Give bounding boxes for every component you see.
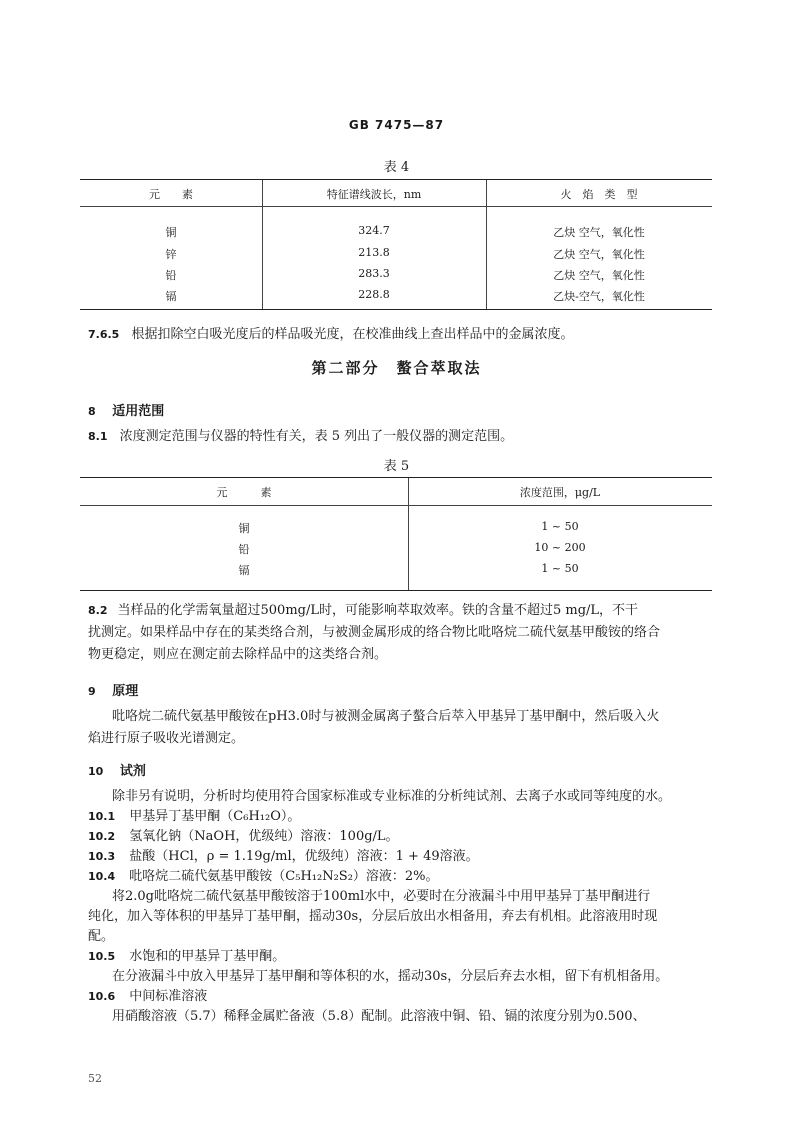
page-number: 52 — [88, 1072, 102, 1085]
list-item — [88, 866, 439, 888]
table5-cell-range: 1 ~ 50 — [541, 520, 579, 533]
table5-cell-element: 镉 — [238, 564, 250, 577]
paragraph-line: 将2.0g吡咯烷二硫代氨基甲酸铵溶于100ml水中，必要时在分液漏斗中用甲基异丁基甲酮进行 — [112, 889, 651, 904]
section-number: 10 — [88, 765, 104, 778]
item-number: 10.3 — [88, 850, 116, 863]
table4-cell-flame: 乙炔 空气，氧化性 — [553, 226, 645, 239]
paragraph-line: 除非另有说明，分析时均使用符合国家标准或专业标准的分析纯试剂、去离子水或同等纯度的水。 — [112, 789, 672, 804]
paragraph-line: 焰进行原子吸收光谱测定。 — [88, 731, 245, 746]
clause-8-1 — [88, 426, 718, 448]
item-text: 吡咯烷二硫代氨基甲酸铵（C₅H₁₂N₂S₂）溶液：2%。 — [129, 869, 439, 884]
table5-cell-element: 铜 — [238, 522, 250, 535]
paragraph-line: 吡咯烷二硫代氨基甲酸铵在pH3.0时与被测金属离子螯合后萃入甲基异丁基甲酮中，然后吸入火 — [112, 709, 660, 724]
item-text: 甲基异丁基甲酮（C₆H₁₂O）。 — [129, 809, 301, 824]
clause-7-6-5 — [88, 324, 718, 346]
item-number: 10.1 — [88, 810, 116, 823]
section-9-heading — [88, 680, 138, 699]
table5-caption: 表 5 — [383, 459, 410, 474]
list-item — [88, 986, 207, 1008]
clause-number: 8.1 — [88, 430, 108, 443]
clause-text: 浓度测定范围与仪器的特性有关，表 5 列出了一般仪器的测定范围。 — [119, 429, 514, 444]
table5-header-range: 浓度范围，μg/L — [519, 486, 601, 499]
paragraph-line: 用硝酸溶液（5.7）稀释金属贮备液（5.8）配制。此溶液中铜、铅、镉的浓度分别为0.500、 — [112, 1009, 646, 1024]
clause-number: 8.2 — [88, 604, 108, 617]
clause-text-line: 扰测定。如果样品中存在的某类络合剂，与被测金属形成的络合物比吡咯烷二硫代氨基甲酸铵的络合 — [88, 625, 661, 640]
item-number: 10.5 — [88, 950, 116, 963]
list-item — [88, 806, 300, 828]
clause-text-line: 物更稳定，则应在测定前去除样品中的这类络合剂。 — [88, 647, 388, 662]
table5-bottom-rule — [80, 590, 712, 591]
section-number: 8 — [88, 405, 96, 418]
table4-header-flame: 火 焰 类 型 — [560, 188, 638, 201]
clause-8-2 — [88, 600, 718, 622]
list-item — [88, 826, 399, 848]
section-title: 适用范围 — [112, 404, 165, 419]
table4-cell-element: 铜 — [165, 226, 177, 239]
clause-text: 根据扣除空白吸光度后的样品吸光度，在校准曲线上查出样品中的金属浓度。 — [131, 327, 574, 342]
clause-text-line: 当样品的化学需氧量超过500mg/L时，可能影响萃取效率。铁的含量不超过5 mg/L，不干 — [117, 603, 639, 618]
section-title: 试剂 — [119, 764, 146, 779]
table4-cell-wavelength: 324.7 — [358, 224, 390, 237]
item-text: 盐酸（HCl，ρ = 1.19g/ml，优级纯）溶液：1 + 49溶液。 — [129, 849, 479, 864]
list-item — [88, 846, 479, 868]
table4-top-rule — [80, 179, 712, 180]
table5-cell-range: 10 ~ 200 — [534, 541, 586, 554]
table4-cell-element: 锌 — [165, 248, 177, 261]
table4-cell-wavelength: 283.3 — [358, 267, 390, 280]
item-text: 中间标准溶液 — [129, 989, 208, 1004]
section-8-heading — [88, 400, 164, 419]
table4-header-element: 元 素 — [149, 188, 193, 201]
table5-header-element: 元 素 — [216, 486, 272, 499]
clause-number: 7.6.5 — [88, 328, 120, 341]
table4-header-wavelength: 特征谱线波长，nm — [326, 188, 422, 201]
table5-cell-range: 1 ~ 50 — [541, 562, 579, 575]
item-number: 10.2 — [88, 830, 116, 843]
section-title: 原理 — [112, 684, 139, 699]
table4-cell-element: 铅 — [165, 269, 177, 282]
list-item — [88, 946, 285, 968]
item-number: 10.6 — [88, 990, 116, 1003]
paragraph-line: 在分液漏斗中放入甲基异丁基甲酮和等体积的水，摇动30s，分层后弃去水相，留下有机相备用。 — [112, 969, 669, 984]
paragraph-line: 纯化，加入等体积的甲基异丁基甲酮，摇动30s，分层后放出水相备用，弃去有机相。此溶液用时现 — [88, 909, 658, 924]
paragraph-line: 配。 — [88, 929, 115, 944]
table4-cell-wavelength: 228.8 — [358, 288, 390, 301]
table4-bottom-rule — [80, 309, 712, 310]
part-title: 第二部分 螯合萃取法 — [311, 359, 482, 377]
table4-cell-flame: 乙炔-空气，氧化性 — [553, 290, 645, 303]
table4-cell-wavelength: 213.8 — [358, 246, 390, 259]
section-10-heading — [88, 760, 146, 779]
item-text: 氢氧化钠（NaOH，优级纯）溶液：100g/L。 — [129, 829, 399, 844]
table4-header-rule — [80, 206, 712, 207]
table4-cell-flame: 乙炔 空气，氧化性 — [553, 269, 645, 282]
table5-cell-element: 铅 — [238, 543, 250, 556]
table4-cell-flame: 乙炔 空气，氧化性 — [553, 248, 645, 261]
table4-caption: 表 4 — [383, 160, 410, 175]
item-text: 水饱和的甲基异丁基甲酮。 — [129, 949, 286, 964]
section-number: 9 — [88, 685, 96, 698]
table4-cell-element: 镉 — [165, 290, 177, 303]
item-number: 10.4 — [88, 870, 116, 883]
table5-header-rule — [80, 505, 712, 506]
table5-top-rule — [80, 477, 712, 478]
standard-code: GB 7475—87 — [348, 118, 445, 132]
